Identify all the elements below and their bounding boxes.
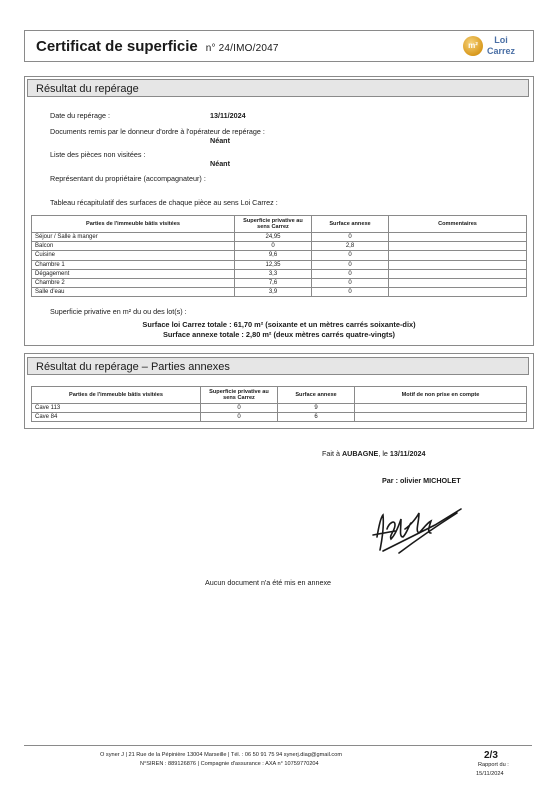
- table-cell: Cave 113: [32, 404, 201, 413]
- table-cell: 0: [312, 251, 389, 260]
- table-cell: 0: [312, 278, 389, 287]
- table-caption: Tableau récapitulatif des surfaces de chaque pièce au sens Loi Carrez :: [50, 198, 278, 207]
- docs-label: Documents remis par le donneur d'ordre à l'opérateur de repérage :: [50, 127, 265, 136]
- table-row: [32, 278, 527, 287]
- footer-divider: [24, 745, 532, 746]
- docs-value: Néant: [210, 136, 230, 145]
- table-header-cell: Parties de l'immeuble bâtis visitées: [32, 387, 201, 404]
- table-row: [32, 251, 527, 260]
- table-header-cell: Parties de l'immeuble bâtis visitées: [32, 216, 235, 233]
- table-cell: 3,9: [235, 288, 312, 297]
- pieces-value: Néant: [210, 159, 230, 168]
- place-date-line: [322, 449, 426, 458]
- total-annexe: Surface annexe totale : 2,80 m² (deux mètres carrés quatre-vingts): [162, 330, 396, 339]
- table-header-cell: Commentaires: [389, 216, 527, 233]
- report-date: 15/11/2024: [476, 771, 504, 777]
- table-row: [32, 288, 527, 297]
- table-header-row: [32, 387, 527, 404]
- certificate-number: n° 24/IMO/2047: [205, 43, 279, 54]
- table-cell: 0: [201, 404, 278, 413]
- representative-label: Représentant du propriétaire (accompagnateur) :: [50, 174, 206, 183]
- table-cell: 0: [201, 413, 278, 422]
- footer-address: O syner J | 21 Rue de la Pépinière 13004 Marseille | Tél. : 06 50 91 75 94 synerj.diag@gmail.com: [100, 752, 342, 758]
- table-cell: 2,8: [312, 242, 389, 251]
- superficie-label: Superficie privative en m² du ou des lot(s) :: [50, 307, 187, 316]
- logo-text: [487, 35, 515, 57]
- page-title: [36, 38, 279, 55]
- table-cell: [389, 233, 527, 242]
- place-value: AUBAGNE: [341, 449, 379, 458]
- report-label: Rapport du :: [478, 762, 509, 768]
- table-row: [32, 242, 527, 251]
- table-row: [32, 260, 527, 269]
- table-header-cell: Surface annexe: [312, 216, 389, 233]
- logo-icon: m²: [463, 36, 483, 56]
- table-cell: [355, 413, 527, 422]
- table-cell: 12,35: [235, 260, 312, 269]
- table-cell: 9: [278, 404, 355, 413]
- table-cell: Cuisine: [32, 251, 235, 260]
- table-cell: [355, 404, 527, 413]
- table-cell: [389, 269, 527, 278]
- table-cell: [389, 242, 527, 251]
- table-cell: 0: [312, 269, 389, 278]
- section-result-header: Résultat du repérage: [27, 79, 529, 97]
- table-cell: 3,3: [235, 269, 312, 278]
- table-header-cell: Superficie privative au sens Carrez: [201, 387, 278, 404]
- table-cell: [389, 278, 527, 287]
- title-text: Certificat de superficie: [36, 38, 198, 55]
- table-cell: Chambre 2: [32, 278, 235, 287]
- table-cell: Salle d'eau: [32, 288, 235, 297]
- date-prefix: , le: [378, 449, 390, 458]
- table-header-cell: Surface annexe: [278, 387, 355, 404]
- annex-note: Aucun document n'a été mis en annexe: [205, 578, 332, 587]
- table-row: [32, 413, 527, 422]
- table-cell: 0: [235, 242, 312, 251]
- handwritten-signature: [365, 495, 465, 565]
- table-row: [32, 404, 527, 413]
- table-row: [32, 269, 527, 278]
- table-cell: 9,6: [235, 251, 312, 260]
- table-header-cell: Motif de non prise en compte: [355, 387, 527, 404]
- table-header-cell: Superficie privative au sens Carrez: [235, 216, 312, 233]
- table-cell: [389, 251, 527, 260]
- table-cell: Balcon: [32, 242, 235, 251]
- table-cell: Séjour / Salle à manger: [32, 233, 235, 242]
- table-cell: 0: [312, 233, 389, 242]
- pieces-label: Liste des pièces non visitées :: [50, 150, 146, 159]
- table-cell: Cave 84: [32, 413, 201, 422]
- logo-line1: Loi: [494, 35, 508, 45]
- table-cell: [389, 288, 527, 297]
- table-header-row: [32, 216, 527, 233]
- table-cell: 24,95: [235, 233, 312, 242]
- table-cell: [389, 260, 527, 269]
- section-annexes-header: Résultat du repérage – Parties annexes: [27, 357, 529, 375]
- page-number: 2/3: [484, 750, 498, 761]
- table-cell: Dégagement: [32, 269, 235, 278]
- sign-date-value: 13/11/2024: [389, 449, 426, 458]
- total-carrez: Surface loi Carrez totale : 61,70 m² (soixante et un mètres carrés soixante-dix): [142, 320, 416, 329]
- rooms-table: [31, 215, 527, 297]
- place-prefix: Fait à: [322, 449, 342, 458]
- date-label: Date du repérage :: [50, 111, 110, 120]
- table-cell: 6: [278, 413, 355, 422]
- footer-siren: N°SIREN : 889126876 | Compagnie d'assurance : AXA n° 10759770204: [140, 761, 319, 767]
- table-cell: Chambre 1: [32, 260, 235, 269]
- table-cell: 0: [312, 288, 389, 297]
- annexes-table: [31, 386, 527, 422]
- signed-by: Par : olivier MICHOLET: [382, 476, 461, 485]
- date-value: 13/11/2024: [210, 111, 246, 120]
- logo-line2: Carrez: [487, 46, 516, 56]
- table-cell: 0: [312, 260, 389, 269]
- table-cell: 7,6: [235, 278, 312, 287]
- table-row: [32, 233, 527, 242]
